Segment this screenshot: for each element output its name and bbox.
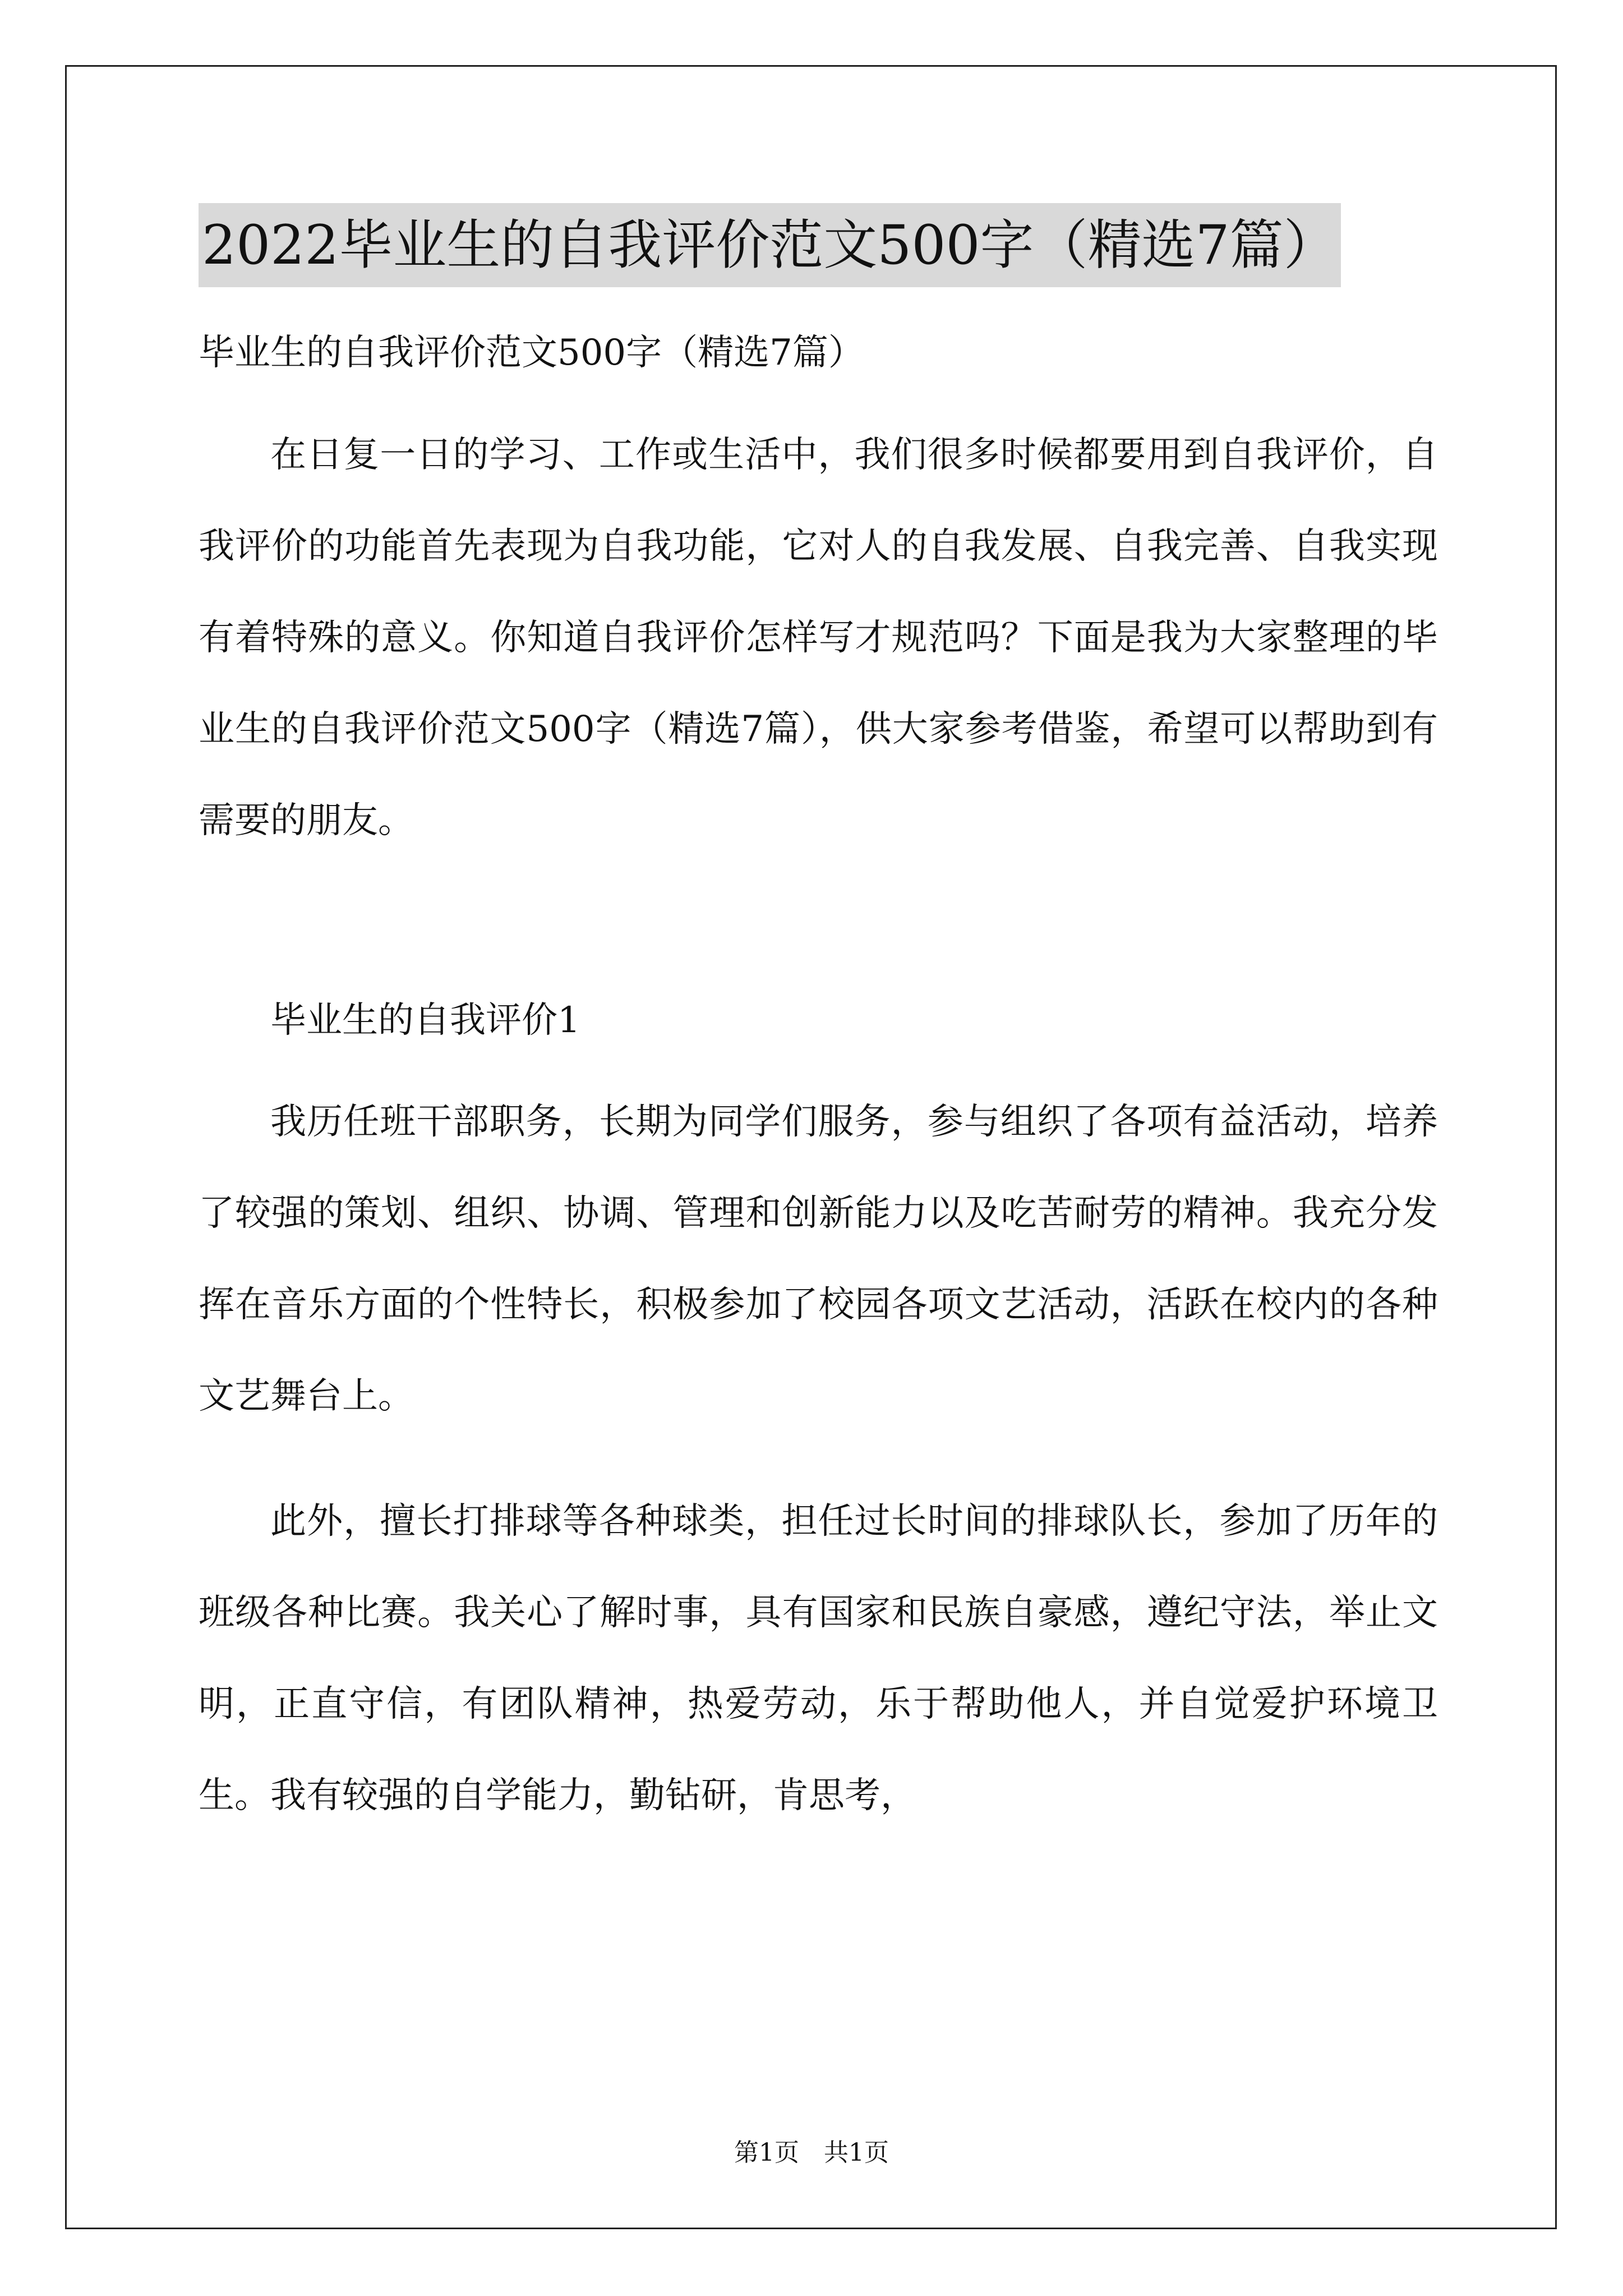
section-paragraph: 此外，擅长打排球等各种球类，担任过长时间的排球队长，参加了历年的班级各种比赛。我关心了解时事，具有国家和民族自豪感，遵纪守法，举止文明，正直守信，有团队精神，热爱劳动，乐于帮助他人，并自觉爱护环境卫生。我有较强的自学能力，勤钻研，肯思考，	[199, 1501, 1438, 1816]
document-title: 2022毕业生的自我评价范文500字（精选7篇）	[199, 203, 1341, 287]
page-footer: 第1页 共1页	[734, 2138, 889, 2167]
document-body	[199, 203, 1438, 1842]
intro-paragraph: 在日复一日的学习、工作或生活中，我们很多时候都要用到自我评价，自我评价的功能首先表现为自我功能，它对人的自我发展、自我完善、自我实现有着特殊的意义。你知道自我评价怎样写才规范吗？下面是我为大家整理的毕业生的自我评价范文500字（精选7篇），供大家参考借鉴，希望可以帮助到有需要的朋友。	[199, 434, 1438, 841]
section-heading: 毕业生的自我评价1	[270, 1000, 580, 1041]
section-paragraph: 我历任班干部职务，长期为同学们服务，参与组织了各项有益活动，培养了较强的策划、组织、协调、管理和创新能力以及吃苦耐劳的精神。我充分发挥在音乐方面的个性特长，积极参加了校园各项文艺活动，活跃在校内的各种文艺舞台上。	[199, 1101, 1438, 1417]
document-subtitle: 毕业生的自我评价范文500字（精选7篇）	[199, 332, 864, 374]
